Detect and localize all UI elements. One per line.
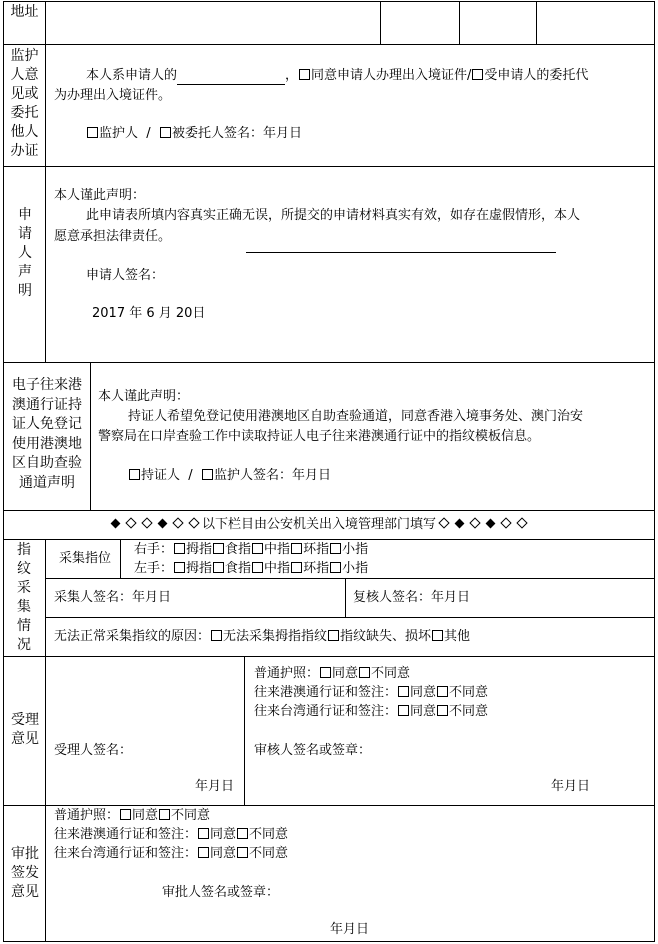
approve-hkmacau-row: [54, 825, 288, 844]
finger-label: 拇指: [186, 561, 213, 576]
rule-right: [654, 1, 655, 942]
rule-label-col-a: [45, 1, 46, 362]
guardian-sig-label: 监护人: [99, 126, 139, 141]
accept-hkmacau-row: [254, 683, 488, 702]
eep-signature-line: [128, 466, 331, 485]
approve-hkmacau-agree-checkbox[interactable]: [198, 828, 209, 839]
approve-passport-agree-checkbox[interactable]: [120, 809, 131, 820]
rule-fp2: [45, 617, 655, 618]
rule-accept-split: [244, 656, 245, 805]
applicant-decl-label: 申请人声明: [18, 207, 32, 299]
guardian-statement-line1: 本人系申请人的 ， 同意申请人办理出入境证件/ 受申请人的委托代: [86, 68, 589, 83]
relationship-blank[interactable]: [177, 70, 285, 85]
entrusted-label: 受申请人的委托代: [484, 68, 589, 83]
finger-label: 食指: [225, 542, 252, 557]
eep-slash: /: [188, 468, 193, 483]
left-middle-checkbox[interactable]: [252, 562, 263, 573]
eep-decl-label: 电子往来港澳通行证持证人免登记使用港澳地区自助查验通道声明: [12, 377, 82, 491]
section-banner-text: 以下栏目由公安机关出入境管理部门填写: [202, 517, 437, 532]
address-cell-3[interactable]: [461, 3, 535, 43]
left-index-checkbox[interactable]: [213, 562, 224, 573]
guardian-statement-prefix: 本人系申请人的: [86, 68, 178, 83]
approval-label: 审批签发意见: [11, 846, 39, 900]
finger-label: 中指: [264, 542, 291, 557]
diamond-outline-icon: [188, 517, 199, 528]
diamond-outline-icon: [469, 517, 480, 528]
disagree-label: 不同意: [171, 808, 211, 823]
rule-fp-finger: [120, 539, 121, 578]
right-index-checkbox[interactable]: [213, 543, 224, 554]
diamond-outline-icon: [172, 517, 183, 528]
failure-prefix: 无法正常采集指纹的原因：: [54, 629, 211, 644]
failure-option: 无法采集拇指指纹: [223, 629, 328, 644]
applicant-sig-label: 申请人签名：: [86, 268, 165, 283]
finger-label: 小指: [342, 542, 369, 557]
rule-row3: [3, 362, 655, 363]
right-hand-label: 右手：: [134, 542, 174, 557]
right-little-checkbox[interactable]: [330, 543, 341, 554]
left-hand-label: 左手：: [134, 561, 174, 576]
applicant-signature-line[interactable]: [246, 252, 556, 253]
address-label: 地址: [10, 4, 39, 20]
rule-fp-split: [345, 578, 346, 617]
rule-label-col-c: [45, 539, 46, 941]
diamond-outline-icon: [516, 517, 527, 528]
approve-hkmacau-disagree-checkbox[interactable]: [237, 828, 248, 839]
reviewer-signature: 复核人签名：年月日: [353, 590, 471, 605]
collector-signature: 采集人签名：年月日: [54, 590, 172, 605]
taiwan-disagree-checkbox[interactable]: [437, 705, 448, 716]
agree-label: 同意申请人办理出入境证件/: [311, 68, 472, 83]
rule-left: [3, 1, 4, 942]
finger-label: 中指: [264, 561, 291, 576]
finger-position-label: 采集指位: [59, 551, 112, 566]
failure-option: 指纹缺失、损坏: [340, 629, 432, 644]
left-little-checkbox[interactable]: [330, 562, 341, 573]
applicant-date: 2017 年 6 月 20日: [92, 306, 206, 321]
hkmacau-agree-checkbox[interactable]: [398, 686, 409, 697]
acceptance-date-left: 年月日: [195, 779, 235, 794]
eep-decl-body2: 警察局在口岸查验工作中读取持证人电子往来港澳通行证中的指纹模板信息。: [98, 429, 541, 444]
rule-top: [3, 1, 655, 2]
right-ring-checkbox[interactable]: [291, 543, 302, 554]
finger-label: 食指: [225, 561, 252, 576]
taiwan-label: 往来台湾通行证和签注：: [54, 846, 198, 861]
disagree-label: 不同意: [449, 704, 489, 719]
failure-other-checkbox[interactable]: [432, 630, 443, 641]
passport-label: 普通护照：: [54, 808, 120, 823]
failure-missing-checkbox[interactable]: [328, 630, 339, 641]
rule-row6: [3, 656, 655, 657]
left-thumb-checkbox[interactable]: [174, 562, 185, 573]
acceptance-label: 受理意见: [11, 712, 39, 747]
approve-passport-row: [54, 806, 210, 825]
passport-agree-checkbox[interactable]: [320, 667, 331, 678]
agree-label: 同意: [132, 808, 159, 823]
left-ring-checkbox[interactable]: [291, 562, 302, 573]
taiwan-label: 往来台湾通行证和签注：: [254, 704, 398, 719]
rule-row1: [3, 44, 655, 45]
agree-label: 同意: [332, 666, 359, 681]
eep-guardian-sig-label: 监护人签名：年月日: [213, 468, 331, 483]
hk-macau-label: 往来港澳通行证和签注：: [254, 685, 398, 700]
approve-passport-disagree-checkbox[interactable]: [159, 809, 170, 820]
hk-macau-label: 往来港澳通行证和签注：: [54, 827, 198, 842]
section-banner: [108, 515, 530, 534]
address-cell-4[interactable]: [538, 3, 653, 43]
diamond-icon: [486, 519, 496, 529]
rule-bottom: [3, 941, 655, 942]
address-cell-2[interactable]: [382, 3, 458, 43]
guardian-checkbox[interactable]: [87, 127, 98, 138]
hkmacau-disagree-checkbox[interactable]: [437, 686, 448, 697]
finger-label: 环指: [303, 542, 330, 557]
passport-label: 普通护照：: [254, 666, 320, 681]
holder-sig-label: 持证人: [141, 468, 181, 483]
approve-taiwan-row: [54, 844, 288, 863]
agree-checkbox[interactable]: [299, 69, 310, 80]
address-field[interactable]: [47, 3, 379, 43]
failure-thumb-checkbox[interactable]: [211, 630, 222, 641]
finger-label: 环指: [303, 561, 330, 576]
rule-row2: [3, 166, 655, 167]
applicant-decl-intro: 本人谨此声明：: [54, 188, 146, 203]
disagree-label: 不同意: [371, 666, 411, 681]
holder-checkbox[interactable]: [129, 469, 140, 480]
agree-label: 同意: [410, 685, 437, 700]
approve-taiwan-agree-checkbox[interactable]: [198, 847, 209, 858]
failure-reason-row: [54, 627, 470, 646]
right-thumb-checkbox[interactable]: [174, 543, 185, 554]
right-middle-checkbox[interactable]: [252, 543, 263, 554]
guardian-slash: /: [146, 126, 151, 141]
guardian-signature-line: [86, 124, 302, 143]
diamond-icon: [111, 519, 121, 529]
diamond-outline-icon: [125, 517, 136, 528]
diamond-outline-icon: [500, 517, 511, 528]
guardian-statement-line2: 为办理出入境证件。: [54, 88, 172, 103]
passport-disagree-checkbox[interactable]: [359, 667, 370, 678]
rule-label-col-b: [90, 362, 91, 510]
applicant-decl-body1: 此申请表所填内容真实正确无误，所提交的申请材料真实有效，如存在虚假情形，本人: [86, 208, 581, 223]
taiwan-agree-checkbox[interactable]: [398, 705, 409, 716]
failure-option: 其他: [444, 629, 471, 644]
rule-addr-3: [536, 1, 537, 44]
disagree-label: 不同意: [449, 685, 489, 700]
agree-label: 同意: [210, 846, 237, 861]
accept-taiwan-row: [254, 702, 488, 721]
rule-row4: [3, 510, 655, 511]
acceptance-date-right: 年月日: [551, 779, 591, 794]
entrusted-checkbox[interactable]: [472, 69, 483, 80]
eep-decl-intro: 本人谨此声明：: [98, 389, 190, 404]
finger-label: 拇指: [186, 542, 213, 557]
entrusted-person-checkbox[interactable]: [160, 127, 171, 138]
reviewer-sig-stamp: 审核人签名或签章：: [254, 743, 372, 758]
guardian-label: 监护人意见或委托他人办证: [10, 48, 39, 159]
accept-passport-row: [254, 664, 410, 683]
rule-addr-1: [380, 1, 381, 44]
diamond-outline-icon: [141, 517, 152, 528]
rule-fp1: [45, 578, 655, 579]
applicant-decl-body2: 愿意承担法律责任。: [54, 229, 172, 244]
diamond-icon: [455, 519, 465, 529]
eep-decl-body1: 持证人希望免登记使用港澳地区自助查验通道，同意香港入境事务处、澳门治安: [128, 409, 584, 424]
finger-label: 小指: [342, 561, 369, 576]
diamond-icon: [158, 519, 168, 529]
approver-sig-stamp: 审批人签名或签章：: [162, 885, 280, 900]
left-hand-row: [134, 559, 368, 578]
rule-addr-2: [459, 1, 460, 44]
disagree-label: 不同意: [249, 846, 289, 861]
approve-taiwan-disagree-checkbox[interactable]: [237, 847, 248, 858]
right-hand-row: [134, 540, 368, 559]
agree-label: 同意: [410, 704, 437, 719]
diamond-outline-icon: [438, 517, 449, 528]
entrusted-sig-label: 被委托人签名：年月日: [171, 126, 302, 141]
fingerprint-label: 指纹采集情况: [17, 542, 31, 653]
agree-label: 同意: [210, 827, 237, 842]
disagree-label: 不同意: [249, 827, 289, 842]
eep-guardian-checkbox[interactable]: [202, 469, 213, 480]
approval-date: 年月日: [330, 922, 370, 937]
acceptor-signature: 受理人签名：: [54, 743, 133, 758]
